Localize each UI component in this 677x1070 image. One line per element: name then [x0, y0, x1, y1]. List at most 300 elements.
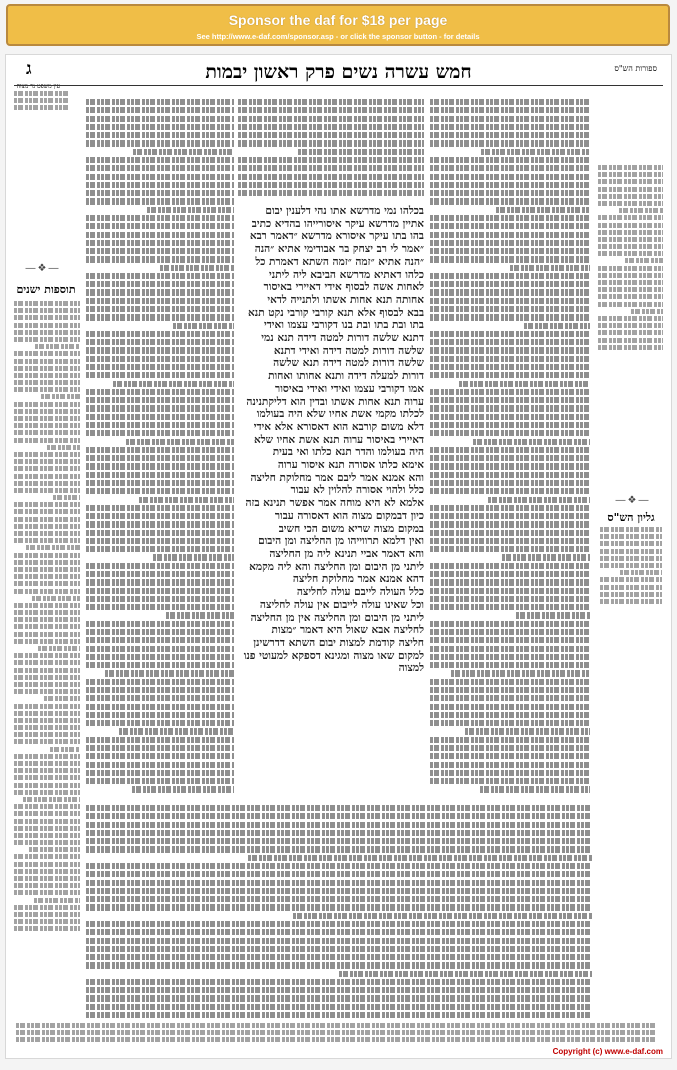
commentary-line	[430, 695, 590, 701]
commentary-line	[14, 359, 80, 364]
commentary-line	[600, 563, 662, 568]
gemara-line: למצוה	[398, 662, 424, 675]
commentary-line	[14, 675, 80, 680]
commentary-line	[14, 711, 80, 716]
commentary-line	[86, 571, 234, 577]
commentary-line	[430, 654, 590, 660]
gemara-line: דתנא שלשה דורות למטה דידה תנא נמי	[261, 332, 424, 345]
commentary-line	[430, 223, 590, 229]
commentary-line	[14, 610, 80, 615]
commentary-line	[430, 397, 590, 403]
commentary-line	[86, 546, 234, 552]
commentary-line	[14, 409, 80, 414]
commentary-line	[16, 1023, 656, 1028]
commentary-line	[166, 612, 234, 618]
commentary-line	[86, 745, 234, 751]
commentary-line	[86, 124, 234, 130]
commentary-line	[488, 497, 590, 503]
commentary-line	[86, 232, 234, 238]
commentary-line	[430, 687, 590, 693]
gemara-line: כלהו דאתיא מדרשא הביבא ליה ליתני	[269, 268, 424, 281]
commentary-line	[430, 248, 590, 254]
header-rule	[14, 85, 663, 86]
commentary-line	[86, 430, 234, 436]
commentary-line	[430, 306, 590, 312]
commentary-line	[430, 720, 590, 726]
commentary-line	[14, 438, 80, 443]
commentary-line	[86, 538, 234, 544]
commentary-line	[14, 308, 80, 313]
commentary-line	[598, 187, 663, 192]
commentary-line	[600, 577, 662, 582]
ein-mishpat-column	[14, 91, 70, 241]
commentary-line	[86, 846, 592, 852]
commentary-line	[598, 230, 663, 235]
commentary-line	[86, 679, 234, 685]
commentary-line	[86, 563, 234, 569]
gemara-line: ערוה תנא אחות אשתו ובדין הוא דליקתנינה	[246, 395, 424, 408]
commentary-line	[430, 472, 590, 478]
commentary-line	[14, 926, 80, 931]
commentary-line	[298, 149, 424, 155]
commentary-line	[86, 215, 234, 221]
commentary-line	[86, 132, 234, 138]
commentary-line	[38, 646, 80, 651]
commentary-line	[86, 1004, 592, 1010]
commentary-line	[34, 898, 80, 903]
commentary-line	[14, 668, 80, 673]
commentary-line	[14, 553, 80, 558]
commentary-line	[147, 207, 234, 213]
gemara-column	[238, 205, 424, 685]
gemara-line: אימא כלתו אסורה תנא איסור ערוה	[277, 459, 424, 472]
commentary-line	[14, 704, 80, 709]
commentary-line	[86, 987, 592, 993]
commentary-line	[430, 488, 590, 494]
commentary-line	[598, 237, 663, 242]
commentary-line	[86, 281, 234, 287]
commentary-line	[14, 509, 80, 514]
commentary-line	[430, 596, 590, 602]
commentary-line	[86, 929, 592, 935]
commentary-line	[14, 337, 80, 342]
commentary-line	[430, 447, 590, 453]
commentary-line	[86, 364, 234, 370]
commentary-line	[86, 190, 234, 196]
commentary-line	[14, 301, 80, 306]
gemara-line: אלמא לא היא מוחה אמר אפשר תנינא בזה	[245, 497, 424, 510]
commentary-line	[86, 830, 592, 836]
commentary-line	[14, 567, 80, 572]
commentary-line	[600, 599, 662, 604]
ornament-divider: ―❖―	[25, 263, 61, 274]
commentary-line	[14, 632, 80, 637]
commentary-line	[86, 646, 234, 652]
commentary-line	[598, 251, 663, 256]
commentary-line	[430, 745, 590, 751]
tosafot-column	[86, 99, 234, 803]
gemara-line: לכלתו מקמי אשת אחיו שלא היה בעולמו	[256, 408, 424, 421]
commentary-line	[14, 912, 80, 917]
commentary-line	[430, 331, 590, 337]
commentary-line	[86, 863, 592, 869]
commentary-line	[430, 637, 590, 643]
commentary-line	[451, 670, 590, 676]
gemara-line: ליתני מן היבום ומן החליצה אין מן החליצה	[250, 611, 424, 624]
gemara-line: שלשה דורות למטה דידה ואידי דתנא	[273, 344, 424, 357]
commentary-line	[86, 762, 234, 768]
gemara-line: דורות למעלה דידה ותנא אחותו ואחות	[268, 370, 424, 383]
commentary-line	[238, 132, 424, 138]
commentary-line	[14, 718, 80, 723]
commentary-line	[86, 347, 234, 353]
commentary-line	[14, 581, 80, 586]
commentary-line	[600, 585, 662, 590]
commentary-line	[14, 819, 80, 824]
commentary-line	[86, 240, 234, 246]
commentary-line	[86, 174, 234, 180]
commentary-line	[53, 495, 80, 500]
commentary-line	[430, 157, 590, 163]
commentary-line	[430, 182, 590, 188]
commentary-line	[600, 556, 662, 561]
gemara-line: בתו ובת בתו ובת בנו דקורבי עצמו ואידי	[263, 319, 424, 332]
commentary-line	[14, 387, 80, 392]
commentary-line	[430, 588, 590, 594]
commentary-line	[14, 423, 80, 428]
commentary-line	[619, 208, 663, 213]
commentary-line	[14, 682, 80, 687]
commentary-line	[430, 762, 590, 768]
commentary-line	[86, 621, 234, 627]
commentary-line	[238, 107, 424, 113]
commentary-line	[86, 480, 234, 486]
commentary-line	[14, 840, 80, 845]
commentary-line	[481, 149, 590, 155]
commentary-line	[430, 737, 590, 743]
sponsor-banner-subtitle[interactable]: See http://www.e-daf.com/sponsor.asp - or click the sponsor button - for details	[196, 32, 480, 41]
bottom-commentary	[86, 805, 592, 1020]
commentary-line	[430, 165, 590, 171]
gemara-line: חליצה קודמת למצות יבום השתא דדרשינן	[253, 636, 424, 649]
commentary-line	[14, 660, 80, 665]
commentary-line	[14, 330, 80, 335]
commentary-line	[86, 248, 234, 254]
commentary-line	[459, 381, 590, 387]
commentary-line	[86, 463, 234, 469]
commentary-line	[600, 592, 662, 597]
commentary-line	[14, 315, 80, 320]
commentary-line	[86, 513, 234, 519]
commentary-line	[14, 380, 80, 385]
commentary-line	[14, 653, 80, 658]
commentary-line	[86, 372, 234, 378]
gemara-line: שלשה דורות למטה דידה תנא שלשה	[273, 357, 424, 370]
commentary-line	[14, 768, 80, 773]
commentary-line	[430, 232, 590, 238]
commentary-line	[14, 366, 80, 371]
commentary-line	[516, 612, 590, 618]
commentary-line	[238, 174, 424, 180]
commentary-line	[598, 273, 663, 278]
commentary-line	[86, 140, 234, 146]
commentary-line	[86, 356, 234, 362]
commentary-line	[29, 847, 80, 852]
commentary-line	[430, 140, 590, 146]
gemara-line: לאחות אשה לבסוף אידי דאיירי באיסור	[263, 281, 424, 294]
commentary-line	[430, 679, 590, 685]
commentary-line	[430, 298, 590, 304]
commentary-line	[430, 646, 590, 652]
commentary-line	[430, 174, 590, 180]
gemara-line: במקום מצוה שריא משום הכי חשיב	[278, 522, 424, 535]
commentary-line	[598, 316, 663, 321]
commentary-line	[430, 480, 590, 486]
commentary-line	[14, 732, 80, 737]
commentary-line	[14, 517, 80, 522]
gemara-line: ואין דלמא תרווייהו מן החליצה ומן היבום	[258, 535, 424, 548]
commentary-line	[86, 405, 234, 411]
commentary-line	[86, 604, 234, 610]
commentary-line	[47, 445, 80, 450]
commentary-line	[86, 116, 234, 122]
commentary-line	[430, 314, 590, 320]
commentary-line	[86, 389, 234, 395]
commentary-line	[598, 179, 663, 184]
commentary-line	[598, 194, 663, 199]
commentary-line	[598, 280, 663, 285]
commentary-line	[14, 739, 80, 744]
commentary-line	[14, 524, 80, 529]
commentary-line	[139, 497, 234, 503]
gemara-line: והא אמנא אמר ליבם אמר מחלוקת חליצה	[250, 471, 424, 484]
commentary-line	[86, 273, 234, 279]
commentary-line	[524, 323, 590, 329]
talmud-page	[5, 54, 672, 1059]
commentary-line	[86, 289, 234, 295]
commentary-line	[430, 405, 590, 411]
commentary-line	[86, 637, 234, 643]
commentary-line	[430, 753, 590, 759]
commentary-line	[430, 546, 590, 552]
commentary-line	[430, 347, 590, 353]
commentary-line	[86, 223, 234, 229]
commentary-line	[173, 323, 234, 329]
commentary-line	[14, 876, 80, 881]
commentary-line	[430, 364, 590, 370]
commentary-line	[430, 240, 590, 246]
commentary-line	[16, 1030, 656, 1035]
commentary-line	[625, 258, 663, 263]
commentary-line	[35, 344, 80, 349]
commentary-line	[86, 306, 234, 312]
commentary-line	[86, 298, 234, 304]
commentary-line	[86, 904, 592, 910]
commentary-line	[14, 811, 80, 816]
commentary-line	[14, 502, 80, 507]
commentary-line	[86, 455, 234, 461]
gemara-line: והא דאמר אביי תנינא ליה מן החליצה	[269, 547, 424, 560]
tosafot-yeshanim-column	[14, 301, 80, 1036]
commentary-line	[14, 783, 80, 788]
gemara-line: היה בעולמו והדר תנא כלתו ואי בעית	[272, 446, 424, 459]
commentary-line	[86, 339, 234, 345]
gemara-line: אתיין מדרשא עיקר איסורייהו בהדיא כתיב	[251, 217, 424, 230]
commentary-line	[631, 309, 664, 314]
commentary-line	[430, 463, 590, 469]
commentary-line	[86, 99, 234, 105]
commentary-line	[14, 323, 80, 328]
commentary-line	[14, 474, 80, 479]
commentary-line	[14, 617, 80, 622]
commentary-line	[238, 140, 424, 146]
gilyon-hashas-title: גליון הש"ס	[607, 511, 655, 524]
commentary-line	[430, 704, 590, 710]
commentary-line	[430, 372, 590, 378]
mesoret-hashas-column	[598, 165, 663, 385]
commentary-line	[86, 979, 592, 985]
commentary-line	[86, 397, 234, 403]
commentary-line	[238, 116, 424, 122]
commentary-line	[430, 198, 590, 204]
gemara-line: כיון דבמקום מצוה הוא דאסורה עבור	[274, 509, 424, 522]
gemara-line: וכל שאינו עולה לייבום אין עולה לחליצה	[259, 598, 424, 611]
commentary-line	[14, 589, 80, 594]
commentary-line	[132, 786, 234, 792]
commentary-line	[86, 695, 234, 701]
commentary-line	[86, 712, 234, 718]
commentary-line	[86, 256, 234, 262]
gemara-line: כלל ולהוי אסורה להלוין לא עבור	[290, 484, 424, 497]
page-title: חמש עשרה נשים פרק ראשון יבמות	[205, 61, 472, 83]
commentary-line	[14, 689, 80, 694]
commentary-line	[430, 629, 590, 635]
commentary-line	[14, 905, 80, 910]
commentary-line	[598, 223, 663, 228]
header-right-corner: ספורות הש"ס	[614, 64, 657, 73]
commentary-line	[14, 430, 80, 435]
commentary-line	[598, 287, 663, 292]
commentary-line	[600, 527, 662, 532]
copyright-link[interactable]: Copyright (c) www.e-daf.com	[552, 1047, 663, 1056]
commentary-line	[430, 662, 590, 668]
commentary-line	[598, 165, 663, 170]
commentary-line	[598, 215, 663, 220]
gilyon-hashas-column	[600, 527, 662, 617]
commentary-line	[44, 696, 80, 701]
commentary-line	[598, 294, 663, 299]
gemara-line: בהו בתו עיקר איסורא מדרשא ״דאמר רבא	[249, 230, 424, 243]
sponsor-banner[interactable]	[6, 4, 670, 46]
commentary-line	[430, 513, 590, 519]
gemara-line: ליתני מן היבום ומן החליצה והא ליה מקמא	[249, 560, 424, 573]
commentary-line	[14, 883, 80, 888]
commentary-line	[430, 356, 590, 362]
commentary-line	[86, 778, 234, 784]
commentary-line	[14, 402, 80, 407]
commentary-line	[86, 838, 592, 844]
commentary-line	[86, 805, 592, 811]
commentary-line	[86, 921, 592, 927]
commentary-line	[430, 99, 590, 105]
commentary-line	[86, 182, 234, 188]
commentary-line	[430, 770, 590, 776]
commentary-line	[430, 621, 590, 627]
commentary-line	[86, 880, 592, 886]
commentary-line	[14, 869, 80, 874]
commentary-line	[430, 256, 590, 262]
commentary-line	[86, 770, 234, 776]
commentary-line	[430, 190, 590, 196]
commentary-line	[430, 422, 590, 428]
commentary-line	[14, 862, 80, 867]
gemara-line: כלל העולה לייבם עולה לחליצה	[296, 586, 424, 599]
commentary-line	[86, 596, 234, 602]
commentary-line	[86, 1012, 592, 1018]
commentary-line	[86, 521, 234, 527]
commentary-line	[86, 813, 592, 819]
page-header	[6, 59, 671, 90]
commentary-line	[14, 481, 80, 486]
daf-number: ג	[26, 59, 32, 79]
commentary-line	[248, 855, 592, 861]
commentary-line	[238, 124, 424, 130]
commentary-line	[86, 422, 234, 428]
commentary-line	[86, 505, 234, 511]
commentary-line	[14, 854, 80, 859]
commentary-line	[430, 289, 590, 295]
sponsor-banner-title[interactable]: Sponsor the daf for $18 per page	[228, 12, 448, 28]
commentary-line	[14, 538, 80, 543]
commentary-line	[50, 747, 80, 752]
commentary-line	[600, 534, 662, 539]
commentary-line	[598, 244, 663, 249]
commentary-line	[14, 624, 80, 629]
commentary-line	[86, 687, 234, 693]
commentary-line	[86, 654, 234, 660]
commentary-line	[14, 804, 80, 809]
commentary-line	[86, 995, 592, 1001]
commentary-line	[105, 670, 234, 676]
commentary-line	[238, 182, 424, 188]
commentary-line	[430, 571, 590, 577]
commentary-line	[480, 786, 590, 792]
commentary-line	[86, 107, 234, 113]
commentary-line	[14, 754, 80, 759]
commentary-line	[86, 488, 234, 494]
commentary-line	[598, 338, 663, 343]
commentary-line	[430, 778, 590, 784]
commentary-line	[86, 588, 234, 594]
commentary-line	[86, 165, 234, 171]
commentary-line	[598, 201, 663, 206]
commentary-line	[14, 373, 80, 378]
commentary-line	[238, 99, 424, 105]
commentary-line	[14, 826, 80, 831]
rashi-column	[430, 99, 590, 799]
tosafot-yeshanim-title: תוספות ישנים	[16, 283, 76, 296]
gemara-line: למקום שאו מצוה ומגינא דספקא למעוטי פנו	[243, 649, 424, 662]
gemara-line: דאיירי באיסור ערוה תנא אשת אחיו שלא	[254, 433, 424, 446]
commentary-line	[14, 574, 80, 579]
commentary-line	[510, 265, 590, 271]
ein-mishpat-label: עין משפט נר מצוה	[16, 83, 60, 90]
commentary-line	[86, 472, 234, 478]
commentary-line	[86, 629, 234, 635]
commentary-line	[86, 822, 592, 828]
commentary-line	[14, 775, 80, 780]
gemara-line: ״הנה אתיא ״זמה ״זמה השתא דאמרת כל	[255, 255, 424, 268]
